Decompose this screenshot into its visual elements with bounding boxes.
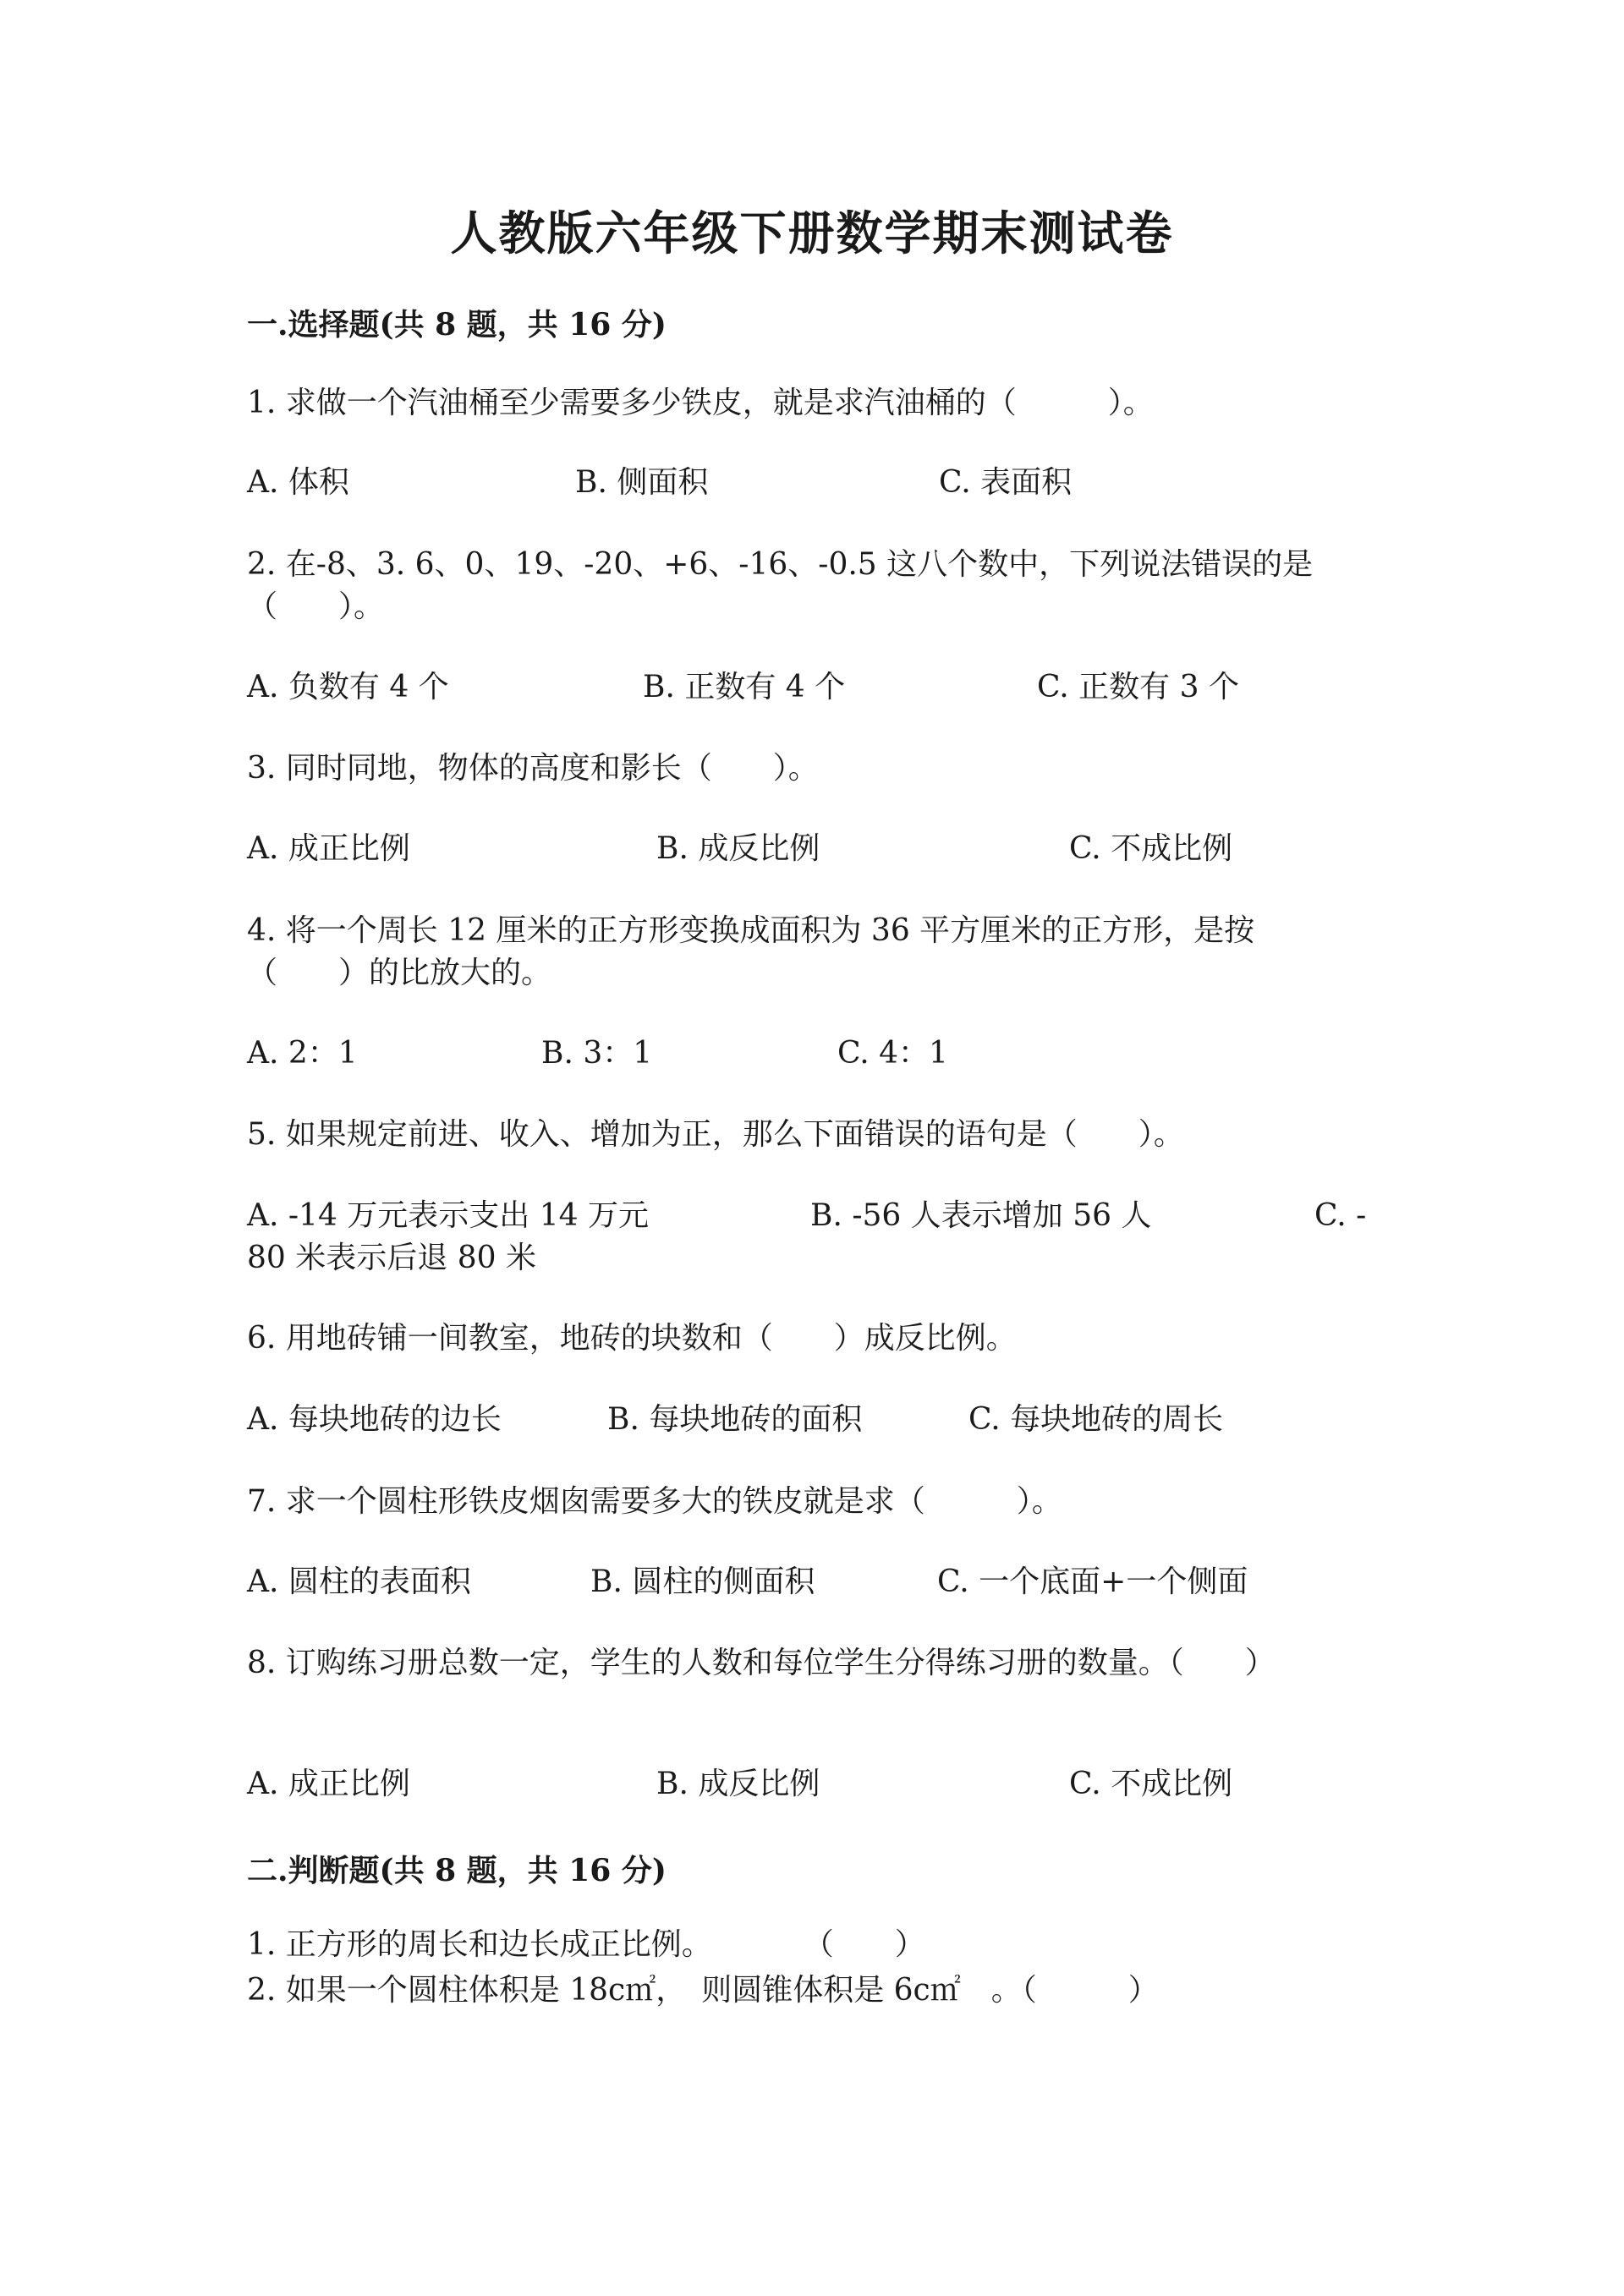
option-c: C. 表面积 [939, 465, 1073, 500]
option-b: B. 侧面积 [575, 465, 709, 500]
option-a: A. 每块地砖的边长 [247, 1402, 502, 1437]
question-stem: 7. 求一个圆柱形铁皮烟囱需要多大的铁皮就是求（ ）。 [247, 1484, 1062, 1519]
option-c: C. 正数有 3 个 [1037, 670, 1239, 704]
option-b: B. 每块地砖的面积 [607, 1402, 863, 1437]
question-stem: 1. 求做一个汽油桶至少需要多少铁皮，就是求汽油桶的（ ）。 [247, 386, 1154, 420]
page-title: 人教版六年级下册数学期末测试卷 [450, 205, 1174, 260]
option-c-continued: 80 米表示后退 80 米 [247, 1241, 536, 1275]
question-stem-continued: （ ）的比放大的。 [247, 956, 552, 990]
option-c: C. 每块地砖的周长 [968, 1402, 1224, 1437]
judgment-question: 2. 如果一个圆柱体积是 18c㎡， 则圆锥体积是 6c㎡ 。（ ） [247, 1973, 1159, 2008]
question-stem: 6. 用地砖铺一间教室，地砖的块数和（ ）成反比例。 [247, 1321, 1017, 1356]
option-c: C. - [1314, 1198, 1367, 1233]
option-c: C. 一个底面+一个侧面 [937, 1564, 1248, 1599]
section-heading-choice: 一.选择题(共 8 题，共 16 分) [247, 307, 667, 342]
option-b: B. -56 人表示增加 56 人 [810, 1198, 1152, 1233]
question-stem: 5. 如果规定前进、收入、增加为正，那么下面错误的语句是（ ）。 [247, 1117, 1184, 1152]
question-stem-continued: （ ）。 [247, 589, 385, 624]
option-c: C. 4：1 [837, 1036, 948, 1071]
option-a: A. 负数有 4 个 [247, 670, 449, 704]
option-c: C. 不成比例 [1069, 831, 1233, 866]
option-b: B. 成反比例 [656, 831, 820, 866]
question-stem: 8. 订购练习册总数一定，学生的人数和每位学生分得练习册的数量。（ ） [247, 1646, 1276, 1680]
question-stem: 2. 在-8、3. 6、0、19、-20、+6、-16、-0.5 这八个数中，下列说法错误的是 [247, 547, 1314, 582]
option-a: A. 圆柱的表面积 [247, 1564, 471, 1599]
question-stem: 4. 将一个周长 12 厘米的正方形变换成面积为 36 平方厘米的正方形，是按 [247, 913, 1255, 948]
option-a: A. -14 万元表示支出 14 万元 [247, 1198, 649, 1233]
option-a: A. 成正比例 [247, 1767, 410, 1801]
option-a: A. 2：1 [247, 1036, 358, 1071]
option-c: C. 不成比例 [1069, 1767, 1233, 1801]
judgment-question: 1. 正方形的周长和边长成正比例。 （ ） [247, 1927, 925, 1962]
question-stem: 3. 同时同地，物体的高度和影长（ ）。 [247, 751, 819, 786]
option-b: B. 正数有 4 个 [643, 670, 846, 704]
option-b: B. 3：1 [541, 1036, 653, 1071]
option-b: B. 成反比例 [656, 1767, 820, 1801]
option-b: B. 圆柱的侧面积 [590, 1564, 815, 1599]
option-a: A. 成正比例 [247, 831, 410, 866]
option-a: A. 体积 [247, 465, 349, 500]
section-heading-judgment: 二.判断题(共 8 题，共 16 分) [247, 1853, 667, 1888]
